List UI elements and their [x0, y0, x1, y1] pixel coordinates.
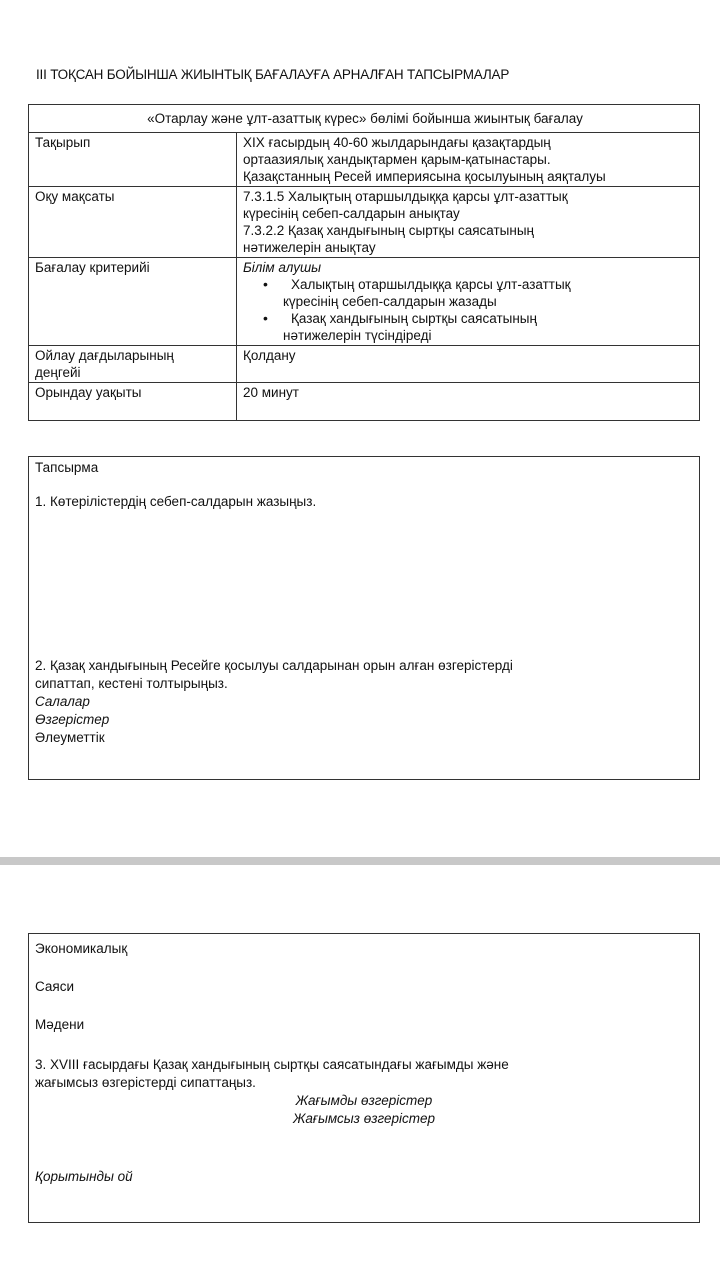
objective-line: 7.3.2.2 Қазақ хандығының сыртқы саясатының	[243, 223, 534, 238]
thinking-value: Қолдану	[237, 346, 700, 383]
cultural-sphere: Мәдени	[35, 1017, 85, 1032]
economic-sphere: Экономикалық	[35, 941, 128, 956]
topic-line: ХІХ ғасырдың 40-60 жылдарындағы қазақтардың	[243, 135, 551, 150]
criteria-label: Бағалау критерийі	[29, 258, 237, 346]
topic-label: Тақырып	[29, 133, 237, 187]
criteria-list	[243, 276, 695, 344]
page-title: ІІІ ТОҚСАН БОЙЫНША ЖИЫНТЫҚ БАҒАЛАУҒА АРНАЛҒАН ТАПСЫРМАЛАР	[36, 67, 510, 82]
objectives-label: Оқу мақсаты	[29, 187, 237, 258]
table-row-time	[29, 383, 700, 421]
objective-line: күресінің себеп-салдарын анықтау	[243, 206, 460, 221]
assessment-table	[28, 104, 700, 421]
task-box-continued	[28, 933, 700, 1223]
objectives-value	[237, 187, 700, 258]
topic-line: ортаазиялық хандықтармен қарым-қатынастары.	[243, 152, 551, 167]
task-2-line: сипаттап, кестені толтырыңыз.	[35, 676, 228, 691]
task-2-line: 2. Қазақ хандығының Ресейге қосылуы салдарынан орын алған өзгерістерді	[35, 658, 513, 673]
conclusion-label: Қорытынды ой	[35, 1169, 133, 1184]
table-row-thinking	[29, 346, 700, 383]
task-1: 1. Көтерілістердің себеп-салдарын жазыңыз.	[35, 494, 317, 509]
objective-line: нәтижелерін анықтау	[243, 240, 376, 255]
table-header-row	[29, 105, 700, 133]
criteria-intro: Білім алушы	[243, 260, 322, 275]
criteria-value	[237, 258, 700, 346]
task-3-line: 3. XVIII ғасырдағы Қазақ хандығының сыртқы саясатындағы жағымды және	[35, 1057, 509, 1072]
criteria-item-line: нәтижелерін түсіндіреді	[283, 328, 432, 343]
criteria-item	[243, 310, 695, 344]
spheres-label: Салалар	[35, 694, 90, 709]
criteria-item-line: • Қазақ хандығының сыртқы саясатының	[291, 311, 537, 326]
negative-changes-label: Жағымсыз өзгерістер	[292, 1111, 436, 1126]
social-sphere: Әлеуметтік	[35, 730, 105, 745]
thinking-label	[29, 346, 237, 383]
table-row-objectives	[29, 187, 700, 258]
positive-changes-label: Жағымды өзгерістер	[295, 1093, 433, 1108]
task-box	[28, 456, 700, 780]
changes-label: Өзгерістер	[35, 712, 110, 727]
table-row-criteria	[29, 258, 700, 346]
objective-line: 7.3.1.5 Халықтың отаршылдыққа қарсы ұлт-азаттық	[243, 189, 568, 204]
political-sphere: Саяси	[35, 979, 75, 994]
thinking-label-line: Ойлау дағдыларының	[35, 348, 174, 363]
criteria-item	[243, 276, 695, 310]
page-divider	[0, 857, 720, 865]
task-heading: Тапсырма	[35, 460, 99, 475]
topic-line: Қазақстанның Ресей империясына қосылуының аяқталуы	[243, 169, 606, 184]
time-label: Орындау уақыты	[29, 383, 237, 421]
thinking-label-line: деңгейі	[35, 365, 81, 380]
topic-value	[237, 133, 700, 187]
task-3-line: жағымсыз өзгерістерді сипаттаңыз.	[35, 1075, 256, 1090]
table-row-topic	[29, 133, 700, 187]
table-header: «Отарлау және ұлт-азаттық күрес» бөлімі бойынша жиынтық бағалау	[29, 105, 700, 133]
criteria-item-line: • Халықтың отаршылдыққа қарсы ұлт-азаттық	[291, 277, 571, 292]
time-value: 20 минут	[237, 383, 700, 421]
criteria-item-line: күресінің себеп-салдарын жазады	[283, 294, 497, 309]
